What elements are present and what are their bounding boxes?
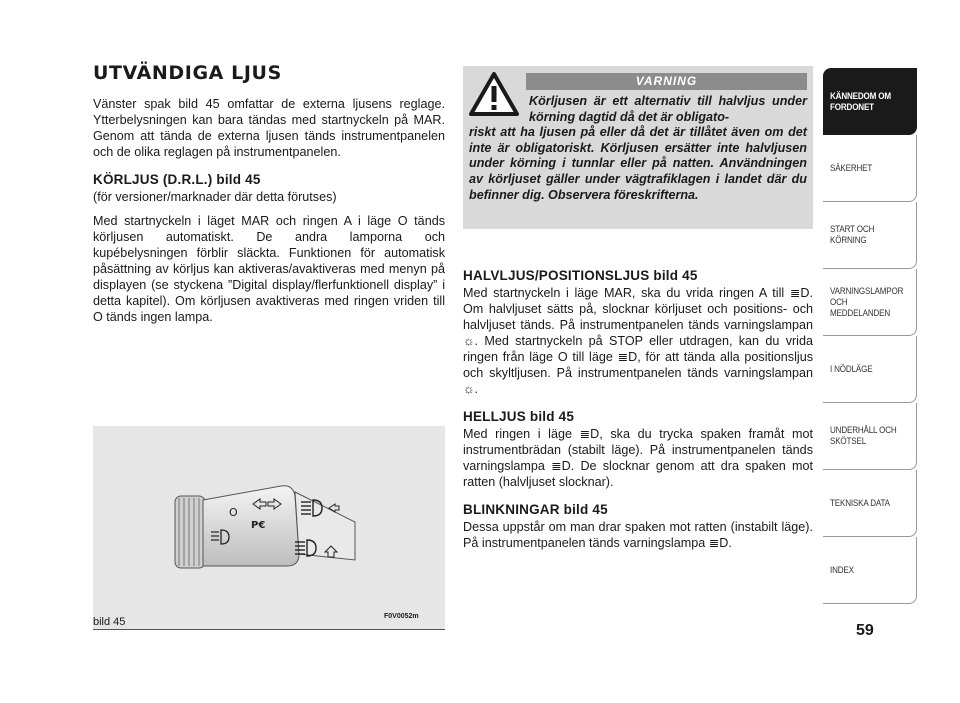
high-beam-heading-text: HELLJUS xyxy=(463,409,526,424)
figure-baseline xyxy=(93,629,445,630)
high-beam-ref: bild 45 xyxy=(529,409,575,424)
tab-start[interactable] xyxy=(823,202,917,269)
tab-label: VARNINGSLAMPOR OCH MEDDELANDEN xyxy=(830,285,904,319)
tab-sakerhet[interactable] xyxy=(823,135,917,202)
left-column xyxy=(93,62,445,334)
chapter-tabs xyxy=(823,68,917,604)
blinker-paragraph: Dessa uppstår om man drar spaken mot ratten (instabilt läge). På instrumentpanelen tänds varningslampa ≣D. xyxy=(463,520,813,550)
tab-underhall[interactable] xyxy=(823,403,917,470)
drl-paragraph: Med startnyckeln i läget MAR och ringen A i läge O tänds körljusen automatiskt. De andra lamporna och kupébelysningen förblir släckta. Funktionen för automatisk påsättning av körljus kan aktiveras/avaktiveras med menyn på displayen (se styckena ”Digital display/flerfunktionell display” i detta kapitel). Om körljusen avaktiveras med ringen vriden till O tänds ingen lampa. xyxy=(93,214,445,324)
tab-label: INDEX xyxy=(830,564,854,576)
warning-text xyxy=(469,94,807,203)
ring-label-p: P€ xyxy=(251,520,266,531)
tab-label: SÄKERHET xyxy=(830,162,873,174)
tab-label: TEKNISKA DATA xyxy=(830,497,890,509)
half-light-paragraph: Med startnyckeln i läge MAR, ska du vrida ringen A till ≣D. Om halvljuset sätts på, slocknar körljuset och positions- och halvljuset tänds. På instrumentpanelen tänds varningslampan ☼. Med startnyckeln på STOP eller utdragen, kan du vrida ringen från läge O till läge ≣D, för att tända alla positionsljus och skyltljusen. På instrumentpanelen tänds varningslampan ☼. xyxy=(463,286,813,396)
tab-index[interactable] xyxy=(823,537,917,604)
high-beam-heading xyxy=(463,409,813,424)
drl-heading: KÖRLJUS (D.R.L.) bild 45 xyxy=(93,172,261,187)
right-column xyxy=(463,268,813,560)
tab-varningslampor[interactable] xyxy=(823,269,917,336)
figure-caption: bild 45 xyxy=(93,616,126,628)
tab-kannedom[interactable] xyxy=(823,68,917,135)
lever-ring xyxy=(175,496,205,568)
warning-label: VARNING xyxy=(526,73,807,90)
warning-text-rest: riskt att ha ljusen på eller då det är tillåtet även om det inte är obligatoriskt. Körljusen ersätter inte halvljusen under körning i tunnlar eller på natten. Användningen av körljuset gäller under vägtrafiklagen i landet där du befinner dig. Observera föreskrifterna. xyxy=(469,125,807,202)
tab-nodlage[interactable] xyxy=(823,336,917,403)
tab-label: I NÖDLÄGE xyxy=(830,363,873,375)
tab-label: KÄNNEDOM OM FORDONET xyxy=(830,90,891,113)
drl-note: (för versioner/marknader där detta förutses) xyxy=(93,190,337,204)
warning-box xyxy=(463,66,813,229)
light-lever-illustration xyxy=(93,426,445,616)
intro-paragraph: Vänster spak bild 45 omfattar de externa ljusens reglage. Ytterbelysningen kan bara tändas med startnyckeln på MAR. Genom att tända de externa ljusen tänds instrumentpanelen och de olika reglagen på instrumentpanelen. xyxy=(93,97,445,159)
tab-label: UNDERHÅLL OCH SKÖTSEL xyxy=(830,425,897,447)
blinker-heading-text: BLINKNINGAR xyxy=(463,502,560,517)
ring-label-o: O xyxy=(229,506,238,519)
warning-text-first: Körljusen är ett alternativ till halvljus under körning dagtid då det är obligato- xyxy=(529,94,807,124)
high-beam-paragraph: Med ringen i läge ≣D, ska du trycka spaken framåt mot instrumentbrädan (stabilt läge). På instrumentpanelen tänds varningslampa ≣D. De slocknar genom att dra spaken mot ratten (halvljuset slocknar). xyxy=(463,427,813,489)
tab-label: START OCH KÖRNING xyxy=(830,224,875,246)
blinker-ref: bild 45 xyxy=(563,502,608,517)
tab-tekniska-data[interactable] xyxy=(823,470,917,537)
half-light-heading-text: HALVLJUS/POSITIONSLJUS xyxy=(463,268,650,283)
page-title: UTVÄNDIGA LJUS xyxy=(93,62,282,84)
blinker-heading xyxy=(463,502,813,517)
half-light-ref: bild 45 xyxy=(653,268,698,283)
page-number: 59 xyxy=(856,622,874,639)
lever-figure xyxy=(93,426,445,629)
figure-code: F0V0052m xyxy=(384,613,419,620)
half-light-heading xyxy=(463,268,813,283)
